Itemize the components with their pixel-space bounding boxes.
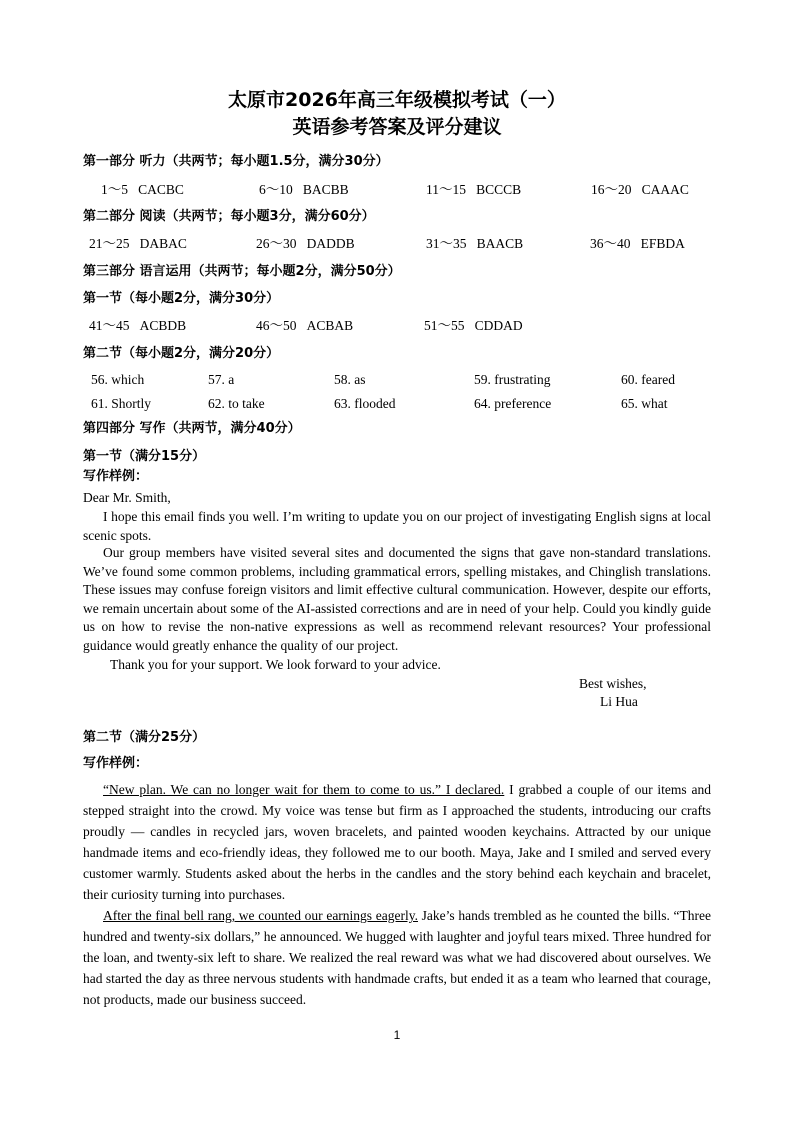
letter-greeting: Dear Mr. Smith, — [83, 490, 171, 505]
sample-label: 写作样例： — [83, 469, 149, 484]
answer-range: 46～50 — [256, 318, 297, 333]
letter-paragraph: Our group members have visited several sites and documented the signs that gave non-standard translations. We’ve found some common problems, including grammatical errors, spelling mistakes, and Chinglish translations. These issues may confuse foreign visitors and limit effective cultural communication. However, despite our efforts, we remain uncertain about some of the AI-assisted corrections and are in need of your help. Could you kindly guide us on how to revise the non-native expressions as well as recommend relevant resources? Your professional guidance would greatly enhance the quality of our project. — [83, 545, 711, 653]
answer-range: 16～20 — [591, 182, 632, 197]
story-paragraph — [83, 906, 711, 1011]
answer-range: 6～10 — [259, 182, 293, 197]
part2-heading: 第二部分 阅读（共两节；每小题3分，满分60分） — [83, 209, 375, 224]
answer-group — [89, 317, 186, 335]
part3-section1-heading: 第一节（每小题2分，满分30分） — [83, 291, 280, 306]
answer-letters: BAACB — [476, 236, 524, 251]
part4-heading: 第四部分 写作（共两节，满分40分） — [83, 421, 301, 436]
page-number: 1 — [393, 1028, 401, 1042]
story-text: Jake’s hands trembled as he counted the bills. “Three hundred and twenty-six dollars,” he announced. We hugged with laughter and joyful tears mixed. Three hundred for the loan, and twenty-six left to share. We realized the real reward was what we had discovered about ourselves. We had started the day as three nervous students with handmade crafts, but ended it as a team who learned that courage, not products, made our business succeed. — [83, 908, 711, 1007]
part4-section1-heading: 第一节（满分15分） — [83, 449, 206, 464]
answer-letters: CAAAC — [641, 182, 689, 197]
underlined-opening: “New plan. We can no longer wait for them to come to us.” I declared. — [103, 782, 505, 797]
letter-signature: Li Hua — [600, 694, 638, 709]
answer-range: 41～45 — [89, 318, 130, 333]
answer-range: 11～15 — [426, 182, 466, 197]
fill-answer: 60. feared — [621, 372, 675, 387]
fill-answer: 64. preference — [474, 396, 552, 411]
part3-heading: 第三部分 语言运用（共两节；每小题2分，满分50分） — [83, 264, 401, 279]
answer-letters: BCCCB — [476, 182, 522, 197]
fill-answer: 56. which — [91, 372, 145, 387]
answer-letters: ACBDB — [139, 318, 187, 333]
answer-group — [424, 317, 523, 335]
fill-answer: 58. as — [334, 372, 366, 387]
fill-answer: 62. to take — [208, 396, 265, 411]
answer-letters: CACBC — [138, 182, 184, 197]
answer-range: 26～30 — [256, 236, 297, 251]
letter-closing: Best wishes, — [579, 676, 647, 691]
answer-group — [426, 235, 523, 253]
underlined-opening: After the final bell rang, we counted our earnings eagerly. — [103, 908, 418, 923]
answer-letters: CDDAD — [474, 318, 523, 333]
letter-paragraph: I hope this email finds you well. I’m writing to update you on our project of investigating English signs at local scenic spots. — [83, 509, 711, 543]
answer-range: 51～55 — [424, 318, 465, 333]
answer-group — [591, 181, 689, 199]
fill-answer: 61. Shortly — [91, 396, 152, 411]
answer-letters: DADDB — [306, 236, 355, 251]
answer-group — [256, 235, 355, 253]
answer-group — [101, 181, 184, 199]
answer-range: 36～40 — [590, 236, 631, 251]
exam-subtitle: 英语参考答案及评分建议 — [292, 116, 502, 138]
answer-letters: EFBDA — [640, 236, 685, 251]
answer-range: 21～25 — [89, 236, 130, 251]
part1-heading: 第一部分 听力（共两节；每小题1.5分，满分30分） — [83, 154, 389, 169]
fill-answer: 63. flooded — [334, 396, 396, 411]
answer-group — [259, 181, 349, 199]
answer-group — [256, 317, 353, 335]
answer-range: 1～5 — [101, 182, 128, 197]
fill-answer: 59. frustrating — [474, 372, 551, 387]
answer-range: 31～35 — [426, 236, 467, 251]
exam-title: 太原市2026年高三年级模拟考试（一） — [228, 89, 566, 111]
fill-answer: 57. a — [208, 372, 235, 387]
part3-section2-heading: 第二节（每小题2分，满分20分） — [83, 346, 280, 361]
letter-paragraph: Thank you for your support. We look forward to your advice. — [110, 657, 441, 672]
answer-group — [426, 181, 521, 199]
answer-letters: DABAC — [139, 236, 187, 251]
answer-group — [89, 235, 187, 253]
answer-group — [590, 235, 685, 253]
story-paragraph — [83, 780, 711, 905]
answer-letters: BACBB — [302, 182, 349, 197]
answer-letters: ACBAB — [306, 318, 354, 333]
fill-answer: 65. what — [621, 396, 668, 411]
sample-label: 写作样例： — [83, 756, 149, 771]
story-text: I grabbed a couple of our items and stepped straight into the crowd. My voice was tense but firm as I approached the students, introducing our crafts proudly — candles in recycled jars, woven bracelets, and painted wooden keychains. Attracted by our unique handmade items and eco-friendly ideas, they followed me to our booth. Maya, Jake and I smiled and served every customer warmly. Students asked about the herbs in the candles and the story behind each keychain and bracelet, their curiosity turning into purchases. — [83, 782, 711, 902]
part4-section2-heading: 第二节（满分25分） — [83, 730, 206, 745]
